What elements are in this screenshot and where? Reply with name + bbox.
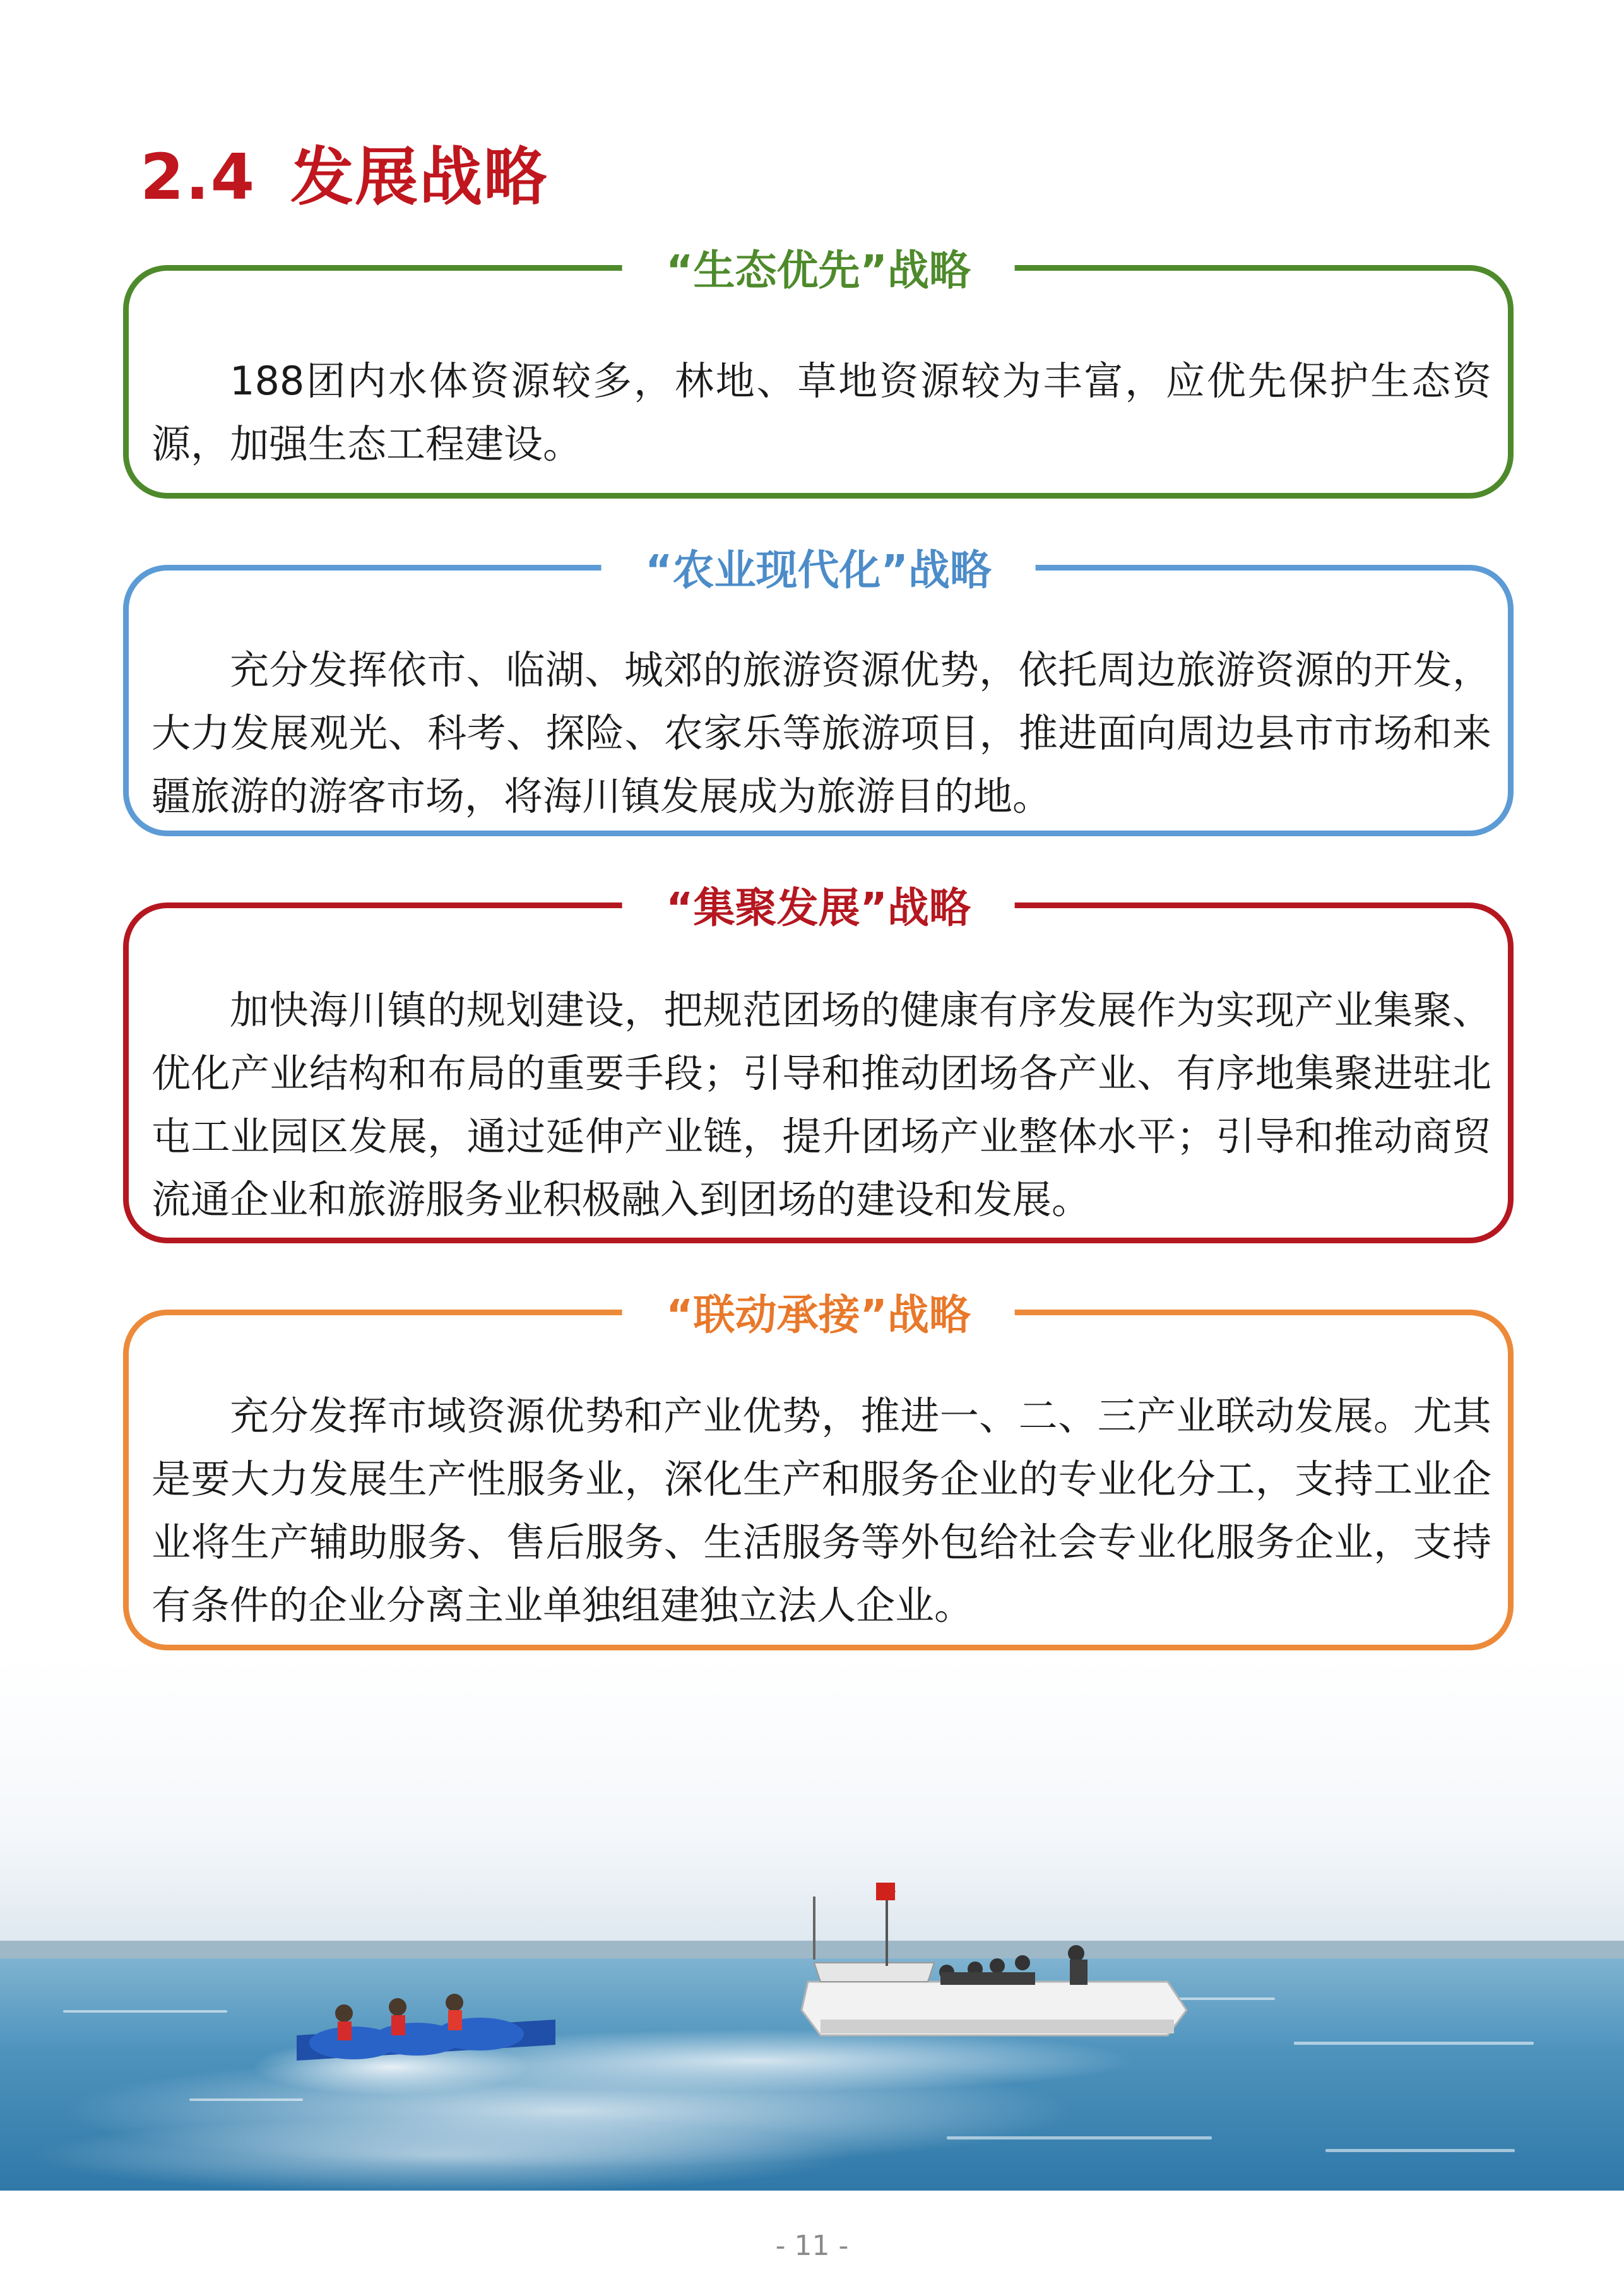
lake-boat-illustration [0, 1657, 1624, 2191]
strategy-body: 188团内水体资源较多，林地、草地资源较为丰富，应优先保护生态资源，加强生态工程建设。 [151, 358, 1491, 467]
strategy-box-cluster [123, 884, 1514, 1243]
page-number: - 11 - [775, 2230, 849, 2262]
strategy-body: 充分发挥市域资源优势和产业优势，推进一、二、三产业联动发展。尤其是要大力发展生产性服务业，深化生产和服务企业的专业化分工，支持工业企业将生产辅助服务、售后服务、生活服务等外包给社会专业化服务企业，支持有条件的企业分离主业单独组建独立法人企业。 [151, 1393, 1491, 1628]
strategy-box-ecology [123, 246, 1514, 499]
section-title [140, 126, 548, 217]
strategy-heading: “联动承接”战略 [622, 1277, 1015, 1353]
strategy-heading: “集聚发展”战略 [622, 870, 1015, 946]
strategy-box-agriculture [123, 546, 1514, 836]
strategy-heading: “生态优先”战略 [622, 233, 1015, 309]
strategy-box-linkage [123, 1291, 1514, 1650]
strategy-body: 加快海川镇的规划建设，把规范团场的健康有序发展作为实现产业集聚、优化产业结构和布局的重要手段；引导和推动团场各产业、有序地集聚进驻北屯工业园区发展，通过延伸产业链，提升团场产业整体水平；引导和推动商贸流通企业和旅游服务业积极融入到团场的建设和发展。 [151, 987, 1491, 1222]
section-number: 2.4 [140, 140, 256, 214]
strategy-body: 充分发挥依市、临湖、城郊的旅游资源优势，依托周边旅游资源的开发，大力发展观光、科考、探险、农家乐等旅游项目，推进面向周边县市市场和来疆旅游的游客市场，将海川镇发展成为旅游目的地。 [151, 647, 1491, 819]
strategy-heading: “农业现代化”战略 [601, 533, 1036, 608]
section-title-text: 发展战略 [290, 140, 548, 214]
lake-boat-photo [0, 1657, 1624, 2191]
